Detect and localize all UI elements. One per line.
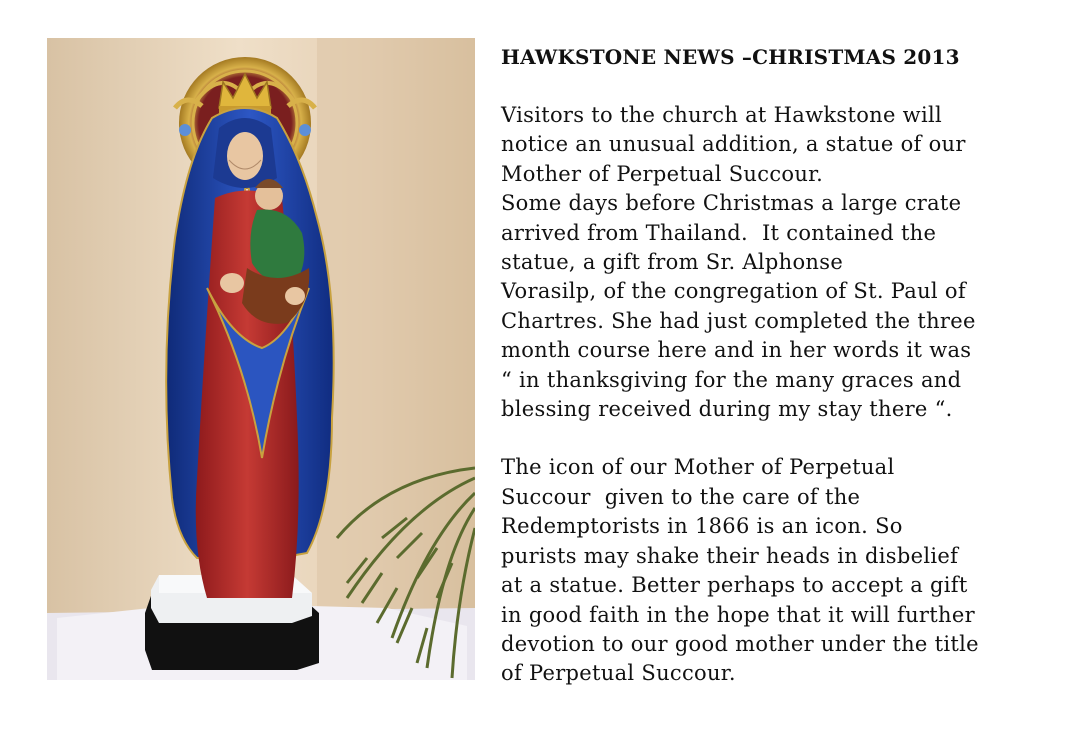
paragraph-line: arrived from Thailand. It contained the [501,220,937,245]
paragraph-spacer [501,424,1061,453]
statue-photo [47,38,475,680]
paragraph-line: in good faith in the hope that it will further [501,602,975,627]
article [501,42,1061,689]
article-paragraph-1 [501,101,1061,424]
paragraph-line: Vorasilp, of the congregation of St. Paul of [501,279,966,304]
paragraph-line: Visitors to the church at Hawkstone will [501,103,942,127]
paragraph-line: month course here and in her words it was [501,338,972,363]
mother-head [213,118,277,188]
paragraph-line: notice an unusual addition, a statue of our [501,132,966,157]
wall-right-plane [317,38,475,680]
paragraph-line: at a statue. Better perhaps to accept a gift [501,573,968,598]
paragraph-line: statue, a gift from Sr. Alphonse [501,250,844,275]
paragraph-line: purists may shake their heads in disbelief [501,543,959,568]
paragraph-line: devotion to our good mother under the title [501,631,979,656]
paragraph-line: Redemptorists in 1866 is an icon. So [501,514,903,539]
paragraph-line: blessing received during my stay there “. [501,397,953,422]
paragraph-line: of Perpetual Succour. [501,661,736,686]
paragraph-line: Mother of Perpetual Succour. [501,161,824,186]
paragraph-line: Some days before Christmas a large crate [501,191,962,216]
paragraph-line: “ in thanksgiving for the many graces and [501,367,962,392]
paragraph-line: Succour given to the care of the [501,484,861,509]
paragraph-line: Chartres. She had just completed the three [501,308,976,333]
article-paragraph-2 [501,453,1061,688]
paragraph-line: The icon of our Mother of Perpetual [501,455,895,480]
article-headline: HAWKSTONE NEWS –CHRISTMAS 2013 [501,45,960,69]
statue-illustration [47,38,475,680]
